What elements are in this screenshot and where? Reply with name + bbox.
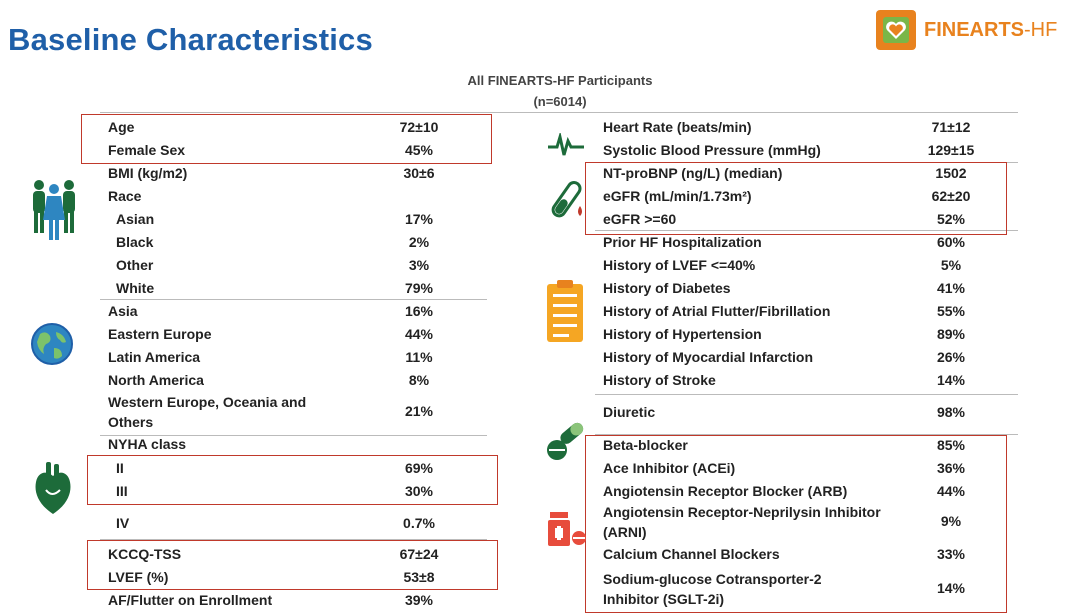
left-row-label: Other — [116, 257, 154, 273]
highlight-medications — [585, 435, 1007, 613]
right-row-label: Calcium Channel Blockers — [603, 546, 780, 562]
left-row-value: 8% — [408, 372, 430, 388]
clipboard-icon — [545, 278, 585, 349]
pills-icon — [545, 420, 585, 467]
left-row-value: 11% — [405, 349, 433, 365]
left-row-label: Eastern Europe — [108, 326, 212, 342]
left-table-row — [108, 162, 478, 185]
left-row-value: 39% — [404, 592, 434, 608]
left-row-value: 0.7% — [403, 515, 435, 531]
table-header-title: All FINEARTS-HF Participants — [467, 73, 653, 88]
left-row-label: III — [116, 483, 128, 499]
right-table-row — [603, 277, 1013, 300]
left-table-row — [108, 254, 478, 277]
left-row-value: 72±10 — [399, 119, 439, 135]
right-row-value: 14% — [936, 580, 966, 596]
left-row-label: White — [116, 280, 155, 296]
right-table-row — [603, 254, 1013, 277]
left-row-label: Asia — [108, 303, 138, 319]
left-table-row — [108, 231, 478, 254]
left-row-label: AF/Flutter on Enrollment — [108, 592, 273, 608]
left-table-row — [108, 185, 478, 208]
right-row-value: 60% — [936, 234, 966, 250]
left-row-value: 21% — [404, 403, 434, 419]
left-table-row — [108, 208, 478, 231]
right-row-label: Sodium-glucose Cotransporter-2 Inhibitor (SGLT-2i) — [603, 571, 822, 607]
right-row-value: 71±12 — [931, 119, 971, 135]
people-icon — [30, 178, 78, 247]
highlight-nyha — [87, 455, 498, 505]
right-row-label: Angiotensin Receptor-Neprilysin Inhibitor (ARNI) — [603, 504, 881, 540]
right-table-row — [603, 346, 1013, 369]
right-table-row — [603, 323, 1013, 346]
right-row-label: Beta-blocker — [603, 437, 688, 453]
right-row-value: 52% — [936, 211, 966, 227]
left-row-value: 53±8 — [403, 569, 435, 585]
highlight-kccq-lvef — [87, 540, 498, 590]
globe-icon — [30, 322, 74, 371]
right-table-row — [603, 369, 1013, 392]
right-row-value: 33% — [936, 546, 966, 562]
left-table-row — [108, 589, 478, 612]
right-row-label: Systolic Blood Pressure (mmHg) — [603, 142, 821, 158]
right-row-label: History of Myocardial Infarction — [603, 349, 814, 365]
right-row-label: Angiotensin Receptor Blocker (ARB) — [603, 483, 848, 499]
left-row-label: Age — [108, 119, 135, 135]
left-table-row — [108, 346, 478, 369]
highlight-labs — [585, 162, 1007, 235]
right-row-value: 41% — [936, 280, 966, 296]
left-row-value: 79% — [404, 280, 434, 296]
left-table-row — [108, 300, 478, 323]
right-row-value: 62±20 — [931, 188, 971, 204]
right-row-label: History of Diabetes — [603, 280, 731, 296]
right-table-row — [603, 116, 1013, 139]
left-row-label: NYHA class — [108, 436, 187, 452]
right-row-value: 5% — [940, 257, 962, 273]
right-row-value: 14% — [936, 372, 966, 388]
left-row-label: Female Sex — [108, 142, 186, 158]
left-row-label: Black — [116, 234, 154, 250]
left-row-label: Latin America — [108, 349, 201, 365]
left-row-value: 17% — [404, 211, 434, 227]
right-row-label: Ace Inhibitor (ACEi) — [603, 460, 736, 476]
left-table-row — [108, 369, 478, 392]
left-divider-region — [100, 435, 487, 436]
right-row-value: 1502 — [935, 165, 967, 181]
left-row-label: IV — [116, 515, 130, 531]
right-table-row — [603, 139, 1013, 162]
left-divider-race — [100, 299, 487, 300]
logo-suffix: -HF — [1024, 18, 1058, 41]
table-header-count: (n=6014) — [533, 94, 587, 109]
left-row-label: KCCQ-TSS — [108, 546, 182, 562]
logo-brand: FINEARTS — [924, 18, 1024, 41]
right-table-row — [603, 300, 1013, 323]
heartbeat-icon — [548, 133, 584, 162]
heart-logo-icon — [876, 10, 916, 50]
left-row-value: 30±6 — [403, 165, 435, 181]
right-row-value: 36% — [936, 460, 966, 476]
left-table-row — [108, 433, 478, 456]
left-row-value: 67±24 — [399, 546, 439, 562]
right-row-value: 129±15 — [927, 142, 975, 158]
left-row-value: 45% — [404, 142, 434, 158]
right-row-label: Diuretic — [603, 404, 656, 420]
right-row-value: 55% — [936, 303, 966, 319]
left-row-value: 3% — [408, 257, 430, 273]
left-row-value: 2% — [408, 234, 430, 250]
page-title: Baseline Characteristics — [8, 22, 373, 57]
right-row-value: 26% — [936, 349, 966, 365]
right-row-label: Heart Rate (beats/min) — [603, 119, 752, 135]
left-row-value: 44% — [404, 326, 434, 342]
right-row-label: eGFR (mL/min/1.73m²) — [603, 188, 752, 204]
right-row-value: 89% — [936, 326, 966, 342]
finearts-logo — [876, 10, 1057, 50]
left-row-label: Asian — [116, 211, 155, 227]
medicine-bottle-icon — [546, 508, 588, 553]
right-row-label: eGFR >=60 — [603, 211, 677, 227]
right-row-value: 44% — [936, 483, 966, 499]
right-row-value: 98% — [936, 404, 966, 420]
left-table-row — [108, 392, 478, 432]
left-table-row — [108, 323, 478, 346]
left-row-value: 16% — [404, 303, 434, 319]
left-row-label: Western Europe, Oceania and Others — [108, 394, 307, 430]
left-row-value: 30% — [404, 483, 434, 499]
right-row-label: History of LVEF <=40% — [603, 257, 756, 273]
left-row-label: BMI (kg/m2) — [108, 165, 188, 181]
right-row-value: 85% — [936, 437, 966, 453]
left-row-label: LVEF (%) — [108, 569, 169, 585]
highlight-age-sex — [81, 114, 492, 164]
header-divider — [100, 112, 1018, 113]
left-row-label: North America — [108, 372, 204, 388]
right-row-label: History of Hypertension — [603, 326, 762, 342]
right-divider-history — [595, 394, 1018, 395]
left-table-row — [108, 277, 478, 300]
left-row-label: II — [116, 460, 124, 476]
right-row-label: NT-proBNP (ng/L) (median) — [603, 165, 783, 181]
right-row-label: Prior HF Hospitalization — [603, 234, 762, 250]
right-table-row — [603, 401, 1013, 424]
heart-icon — [32, 460, 74, 521]
right-row-value: 9% — [940, 513, 962, 529]
left-row-value: 69% — [404, 460, 434, 476]
right-row-label: History of Atrial Flutter/Fibrillation — [603, 303, 831, 319]
left-row-label: Race — [108, 188, 142, 204]
test-tube-icon — [544, 178, 588, 227]
right-row-label: History of Stroke — [603, 372, 716, 388]
left-table-row — [108, 512, 478, 535]
